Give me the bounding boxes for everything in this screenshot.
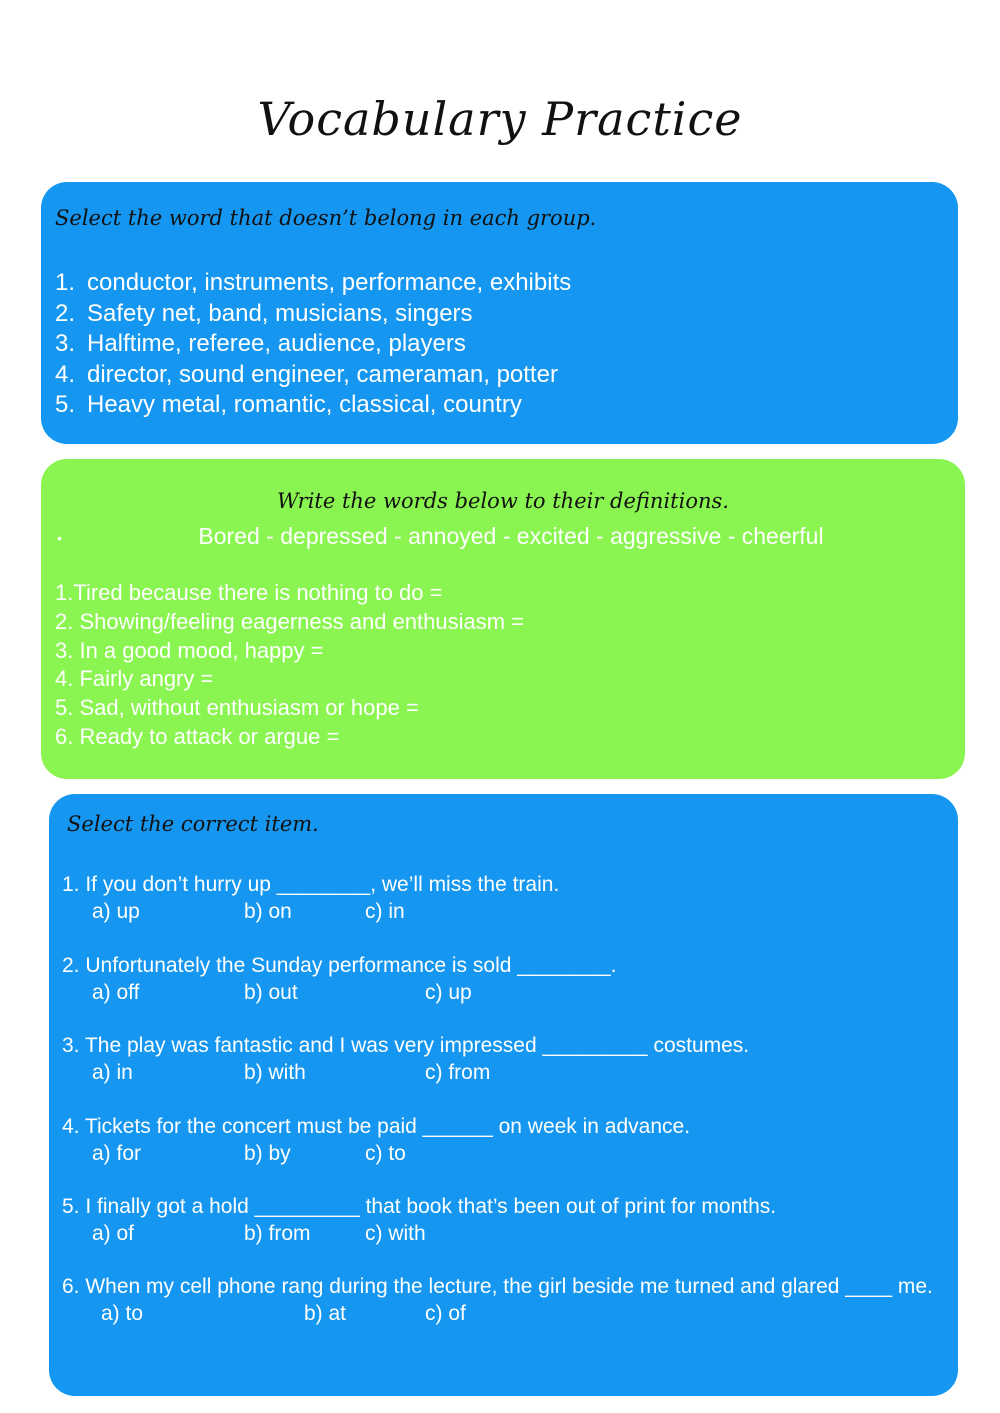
definition-item[interactable]: 1.Tired because there is nothing to do =	[55, 580, 443, 605]
option-c[interactable]: c) up	[425, 981, 472, 1004]
multiple-choice-panel	[49, 794, 958, 1396]
answer-options	[62, 898, 942, 925]
option-c[interactable]: c) of	[425, 1302, 466, 1325]
option-b[interactable]: b) from	[244, 1222, 311, 1245]
item-words: conductor, instruments, performance, exhibits	[87, 269, 572, 296]
section1-instruction: Select the word that doesn’t belong in each group.	[55, 206, 597, 230]
definitions-panel	[41, 459, 965, 779]
question	[62, 871, 942, 925]
option-a[interactable]: a) off	[92, 981, 140, 1004]
option-a[interactable]: a) up	[92, 900, 140, 923]
definition-item[interactable]: 5. Sad, without enthusiasm or hope =	[55, 695, 419, 721]
item-words: Heavy metal, romantic, classical, country	[87, 391, 522, 418]
question-stem: 2. Unfortunately the Sunday performance is sold ________.	[62, 954, 617, 977]
option-a[interactable]: a) of	[92, 1222, 135, 1245]
option-b[interactable]: b) with	[244, 1061, 306, 1084]
option-b[interactable]: b) by	[244, 1142, 291, 1165]
question-stem: 4. Tickets for the concert must be paid ______ on week in advance.	[62, 1115, 691, 1138]
answer-options	[62, 1300, 942, 1327]
question	[62, 1193, 942, 1247]
question	[62, 952, 942, 1006]
answer-options	[62, 979, 942, 1006]
item-number: 1.	[55, 269, 76, 296]
item-number: 4.	[55, 360, 76, 388]
definition-item[interactable]: 6. Ready to attack or argue =	[55, 723, 340, 749]
option-b[interactable]: b) out	[244, 981, 298, 1004]
option-b[interactable]: b) at	[304, 1302, 347, 1325]
option-a[interactable]: a) in	[92, 1061, 133, 1084]
question-stem: 6. When my cell phone rang during the lecture, the girl beside me turned and glared ____ me.	[62, 1275, 933, 1298]
question	[62, 1113, 942, 1167]
question-stem: 1. If you don’t hurry up ________, we’ll miss the train.	[62, 873, 560, 896]
answer-options	[62, 1059, 942, 1086]
item-words: Halftime, referee, audience, players	[87, 330, 466, 357]
question-stem: 3. The play was fantastic and I was very impressed _________ costumes.	[62, 1034, 750, 1057]
page-title: Vocabulary Practice	[257, 92, 743, 146]
item-words: director, sound engineer, cameraman, potter	[87, 360, 558, 388]
definition-item[interactable]: 3. In a good mood, happy =	[55, 637, 324, 663]
option-b[interactable]: b) on	[244, 900, 292, 923]
list-item[interactable]	[55, 299, 571, 330]
bullet-icon: •	[57, 530, 62, 546]
list-item[interactable]	[55, 390, 571, 421]
item-words: Safety net, band, musicians, singers	[87, 299, 473, 327]
answer-options	[62, 1140, 942, 1167]
item-number: 5.	[55, 391, 76, 418]
definition-item[interactable]: 2. Showing/feeling eagerness and enthusiasm =	[55, 608, 525, 634]
option-c[interactable]: c) in	[365, 900, 405, 923]
section3-instruction: Select the correct item.	[67, 812, 319, 836]
option-c[interactable]: c) to	[365, 1142, 406, 1165]
option-c[interactable]: c) from	[425, 1061, 491, 1084]
definitions-list	[55, 579, 524, 752]
item-number: 3.	[55, 330, 76, 357]
definition-item[interactable]: 4. Fairly angry =	[55, 666, 214, 692]
word-bank: Bored - depressed - annoyed - excited - aggressive - cheerful	[198, 523, 824, 549]
question-stem: 5. I finally got a hold _________ that book that’s been out of print for months.	[62, 1195, 777, 1218]
answer-options	[62, 1220, 942, 1247]
list-item[interactable]	[55, 268, 571, 299]
option-a[interactable]: a) for	[92, 1142, 142, 1165]
list-item[interactable]	[55, 329, 571, 360]
option-c[interactable]: c) with	[365, 1222, 426, 1245]
odd-one-out-list	[55, 268, 571, 421]
item-number: 2.	[55, 299, 76, 327]
option-a[interactable]: a) to	[101, 1302, 144, 1325]
question	[62, 1273, 942, 1327]
question	[62, 1032, 942, 1086]
list-item[interactable]	[55, 360, 571, 391]
section2-instruction: Write the words below to their definitions.	[277, 489, 729, 513]
odd-one-out-panel	[41, 182, 958, 444]
